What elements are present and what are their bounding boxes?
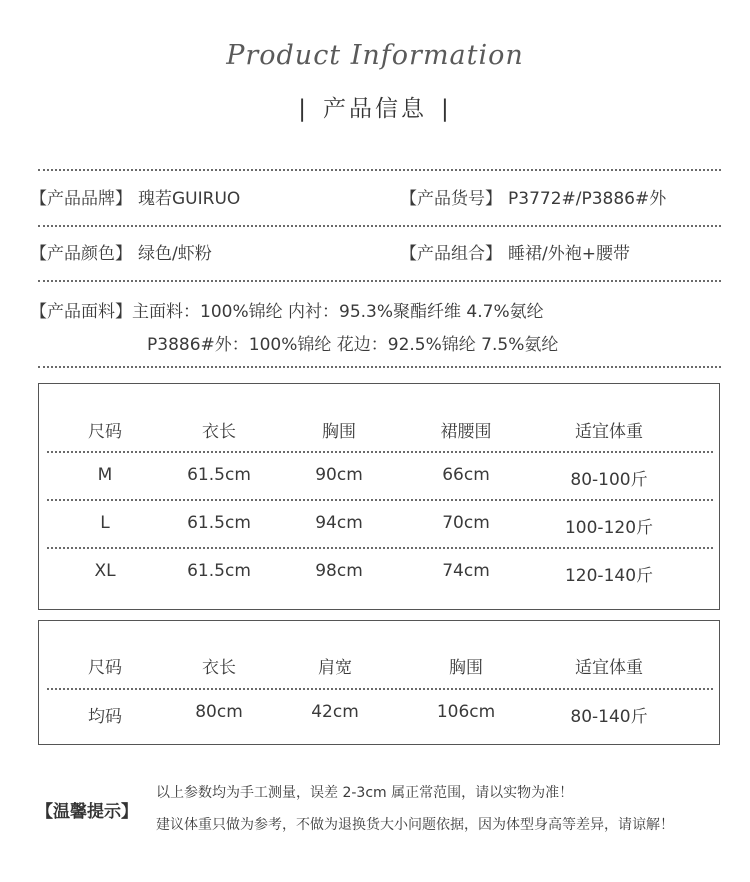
table-cell: 42cm — [311, 702, 359, 722]
item-no-value: P3772#/P3886#外 — [508, 189, 667, 209]
table-divider — [47, 688, 713, 690]
table-header-cell: 胸围 — [322, 422, 356, 442]
table-divider — [47, 547, 713, 549]
fabric-label: 【产品面料】 — [30, 302, 132, 322]
table-header-cell: 适宜体重 — [575, 658, 643, 678]
table-header-cell: 胸围 — [449, 658, 483, 678]
table-header-cell: 尺码 — [88, 658, 122, 678]
brand-label: 【产品品牌】 — [30, 189, 132, 209]
page-title-text: 产品信息 — [323, 96, 427, 122]
table-row — [39, 702, 721, 732]
table-cell: 74cm — [442, 561, 490, 581]
info-row-color — [30, 239, 730, 269]
title-bar-right: | — [441, 96, 452, 122]
table-cell: XL — [94, 561, 116, 581]
combo-label: 【产品组合】 — [400, 244, 502, 264]
table-divider — [47, 451, 713, 453]
size-table-2 — [38, 620, 720, 745]
table-header-row — [39, 417, 721, 447]
table-header-cell: 衣长 — [202, 658, 236, 678]
tips-label: 【温馨提示】 — [36, 802, 138, 822]
page-title — [0, 90, 750, 123]
table-divider — [47, 499, 713, 501]
combo-value: 睡裙/外袍+腰带 — [508, 244, 630, 264]
table-cell: 106cm — [436, 702, 496, 722]
combo-field — [400, 239, 630, 264]
fabric-line-1 — [30, 297, 544, 322]
table-cell: 90cm — [315, 465, 363, 485]
table-cell: 120-140斤 — [564, 566, 654, 586]
table-cell: 均码 — [88, 707, 122, 727]
table-cell: 61.5cm — [187, 465, 251, 485]
tips-line-2: 建议体重只做为参考，不做为退换货大小问题依据，因为体型身高等差异，请谅解！ — [156, 817, 674, 833]
size-table-1 — [38, 383, 720, 610]
info-row-brand — [30, 184, 730, 214]
table-cell: 61.5cm — [187, 513, 251, 533]
table-cell: 66cm — [442, 465, 490, 485]
title-bar-left: | — [298, 96, 309, 122]
table-cell: 80-140斤 — [570, 707, 648, 727]
table-cell: 61.5cm — [187, 561, 251, 581]
fabric-field — [30, 297, 559, 355]
tips-line-1: 以上参数均为手工测量，误差 2-3cm 属正常范围，请以实物为准！ — [156, 785, 574, 801]
item-no-field — [400, 184, 666, 209]
divider — [38, 366, 721, 368]
table-row — [39, 561, 721, 591]
script-title: Product Information — [226, 40, 524, 71]
table-header-row — [39, 653, 721, 683]
table-cell: 98cm — [315, 561, 363, 581]
table-cell: 70cm — [442, 513, 490, 533]
table-cell: 80-100斤 — [570, 470, 648, 490]
table-cell: 94cm — [315, 513, 363, 533]
table-cell: M — [97, 465, 113, 485]
divider — [38, 169, 721, 171]
table-header-cell: 肩宽 — [318, 658, 352, 678]
table-row — [39, 513, 721, 543]
color-field — [30, 239, 212, 264]
fabric-main: 主面料：100%锦纶 内衬：95.3%聚酯纤维 4.7%氨纶 — [132, 302, 544, 322]
item-no-label: 【产品货号】 — [400, 189, 502, 209]
table-header-cell: 衣长 — [202, 422, 236, 442]
fabric-line-2: P3886#外：100%锦纶 花边：92.5%锦纶 7.5%氨纶 — [147, 335, 559, 355]
table-cell: L — [100, 513, 110, 533]
table-cell: 100-120斤 — [564, 518, 654, 538]
color-value: 绿色/虾粉 — [138, 244, 212, 264]
table-cell: 80cm — [195, 702, 243, 722]
brand-value: 瑰若GUIRUO — [138, 189, 241, 209]
divider — [38, 280, 721, 282]
divider — [38, 225, 721, 227]
table-header-cell: 尺码 — [88, 422, 122, 442]
brand-field — [30, 184, 240, 209]
table-row — [39, 465, 721, 495]
table-header-cell: 裙腰围 — [440, 422, 492, 442]
color-label: 【产品颜色】 — [30, 244, 132, 264]
table-header-cell: 适宜体重 — [575, 422, 643, 442]
